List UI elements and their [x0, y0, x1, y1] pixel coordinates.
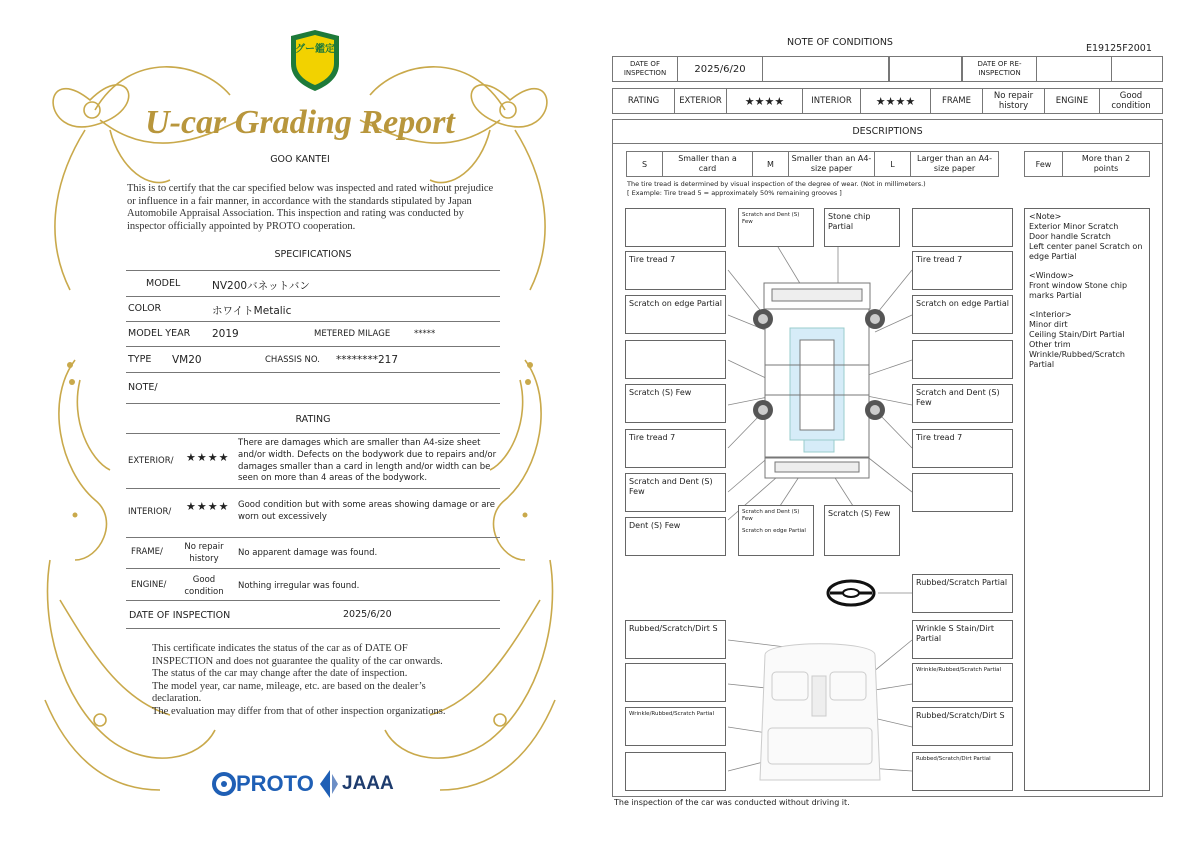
divider: [126, 433, 500, 434]
footer-line: This certificate indicates the status of the car as of DATE OF: [152, 643, 408, 654]
report-subtitle: GOO KANTEI: [270, 154, 330, 165]
logo-text: グー鑑定: [295, 44, 335, 55]
interior-stars: ★★★★: [861, 89, 931, 113]
exterior-box-rear-right: Scratch (S) Few: [824, 505, 900, 556]
note-line: Door handle Scratch: [1029, 232, 1111, 241]
engine-label: ENGINE: [1045, 89, 1100, 113]
divider: [126, 296, 500, 297]
interior-box-left-3: Wrinkle/Rubbed/Scratch Partial: [625, 707, 726, 746]
divider: [126, 321, 500, 322]
certificate-footer: [152, 643, 482, 719]
legend-few-text: More than 2 points: [1081, 154, 1131, 173]
exterior-stars: ★★★★: [727, 89, 803, 113]
exterior-box-top-left: [625, 208, 726, 247]
divider: [126, 403, 500, 404]
descriptions-heading: DESCRIPTIONS: [852, 126, 923, 137]
exterior-box-right-4: [912, 340, 1013, 379]
exterior-box-left-3: Scratch on edge Partial: [625, 295, 726, 334]
interior-stars: ★★★★: [186, 500, 230, 513]
exterior-label: EXTERIOR/: [128, 456, 174, 466]
note-line: [1029, 301, 1145, 310]
exterior-box-right-2: Tire tread 7: [912, 251, 1013, 290]
date-of-inspection-label: DATE OF INSPECTION: [129, 610, 231, 621]
metered-milage-label: METERED MILAGE: [314, 329, 391, 339]
proto-logo: [212, 770, 322, 798]
notes-panel: [1024, 208, 1150, 791]
color-label: COLOR: [128, 303, 162, 314]
note-line: Minor dirt: [1029, 320, 1068, 329]
exterior-box-right-5: Scratch and Dent (S) Few: [912, 384, 1013, 423]
frame-label: FRAME/: [131, 547, 163, 557]
legend-few: Few: [1025, 152, 1063, 176]
legend-m-text: Smaller than an A4-size paper: [789, 152, 875, 176]
rear-left-line-1: Scratch and Dent (S) Few: [742, 509, 800, 522]
exterior-box-right-6: Tire tread 7: [912, 429, 1013, 468]
conditions-title: NOTE OF CONDITIONS: [787, 37, 893, 48]
divider: [126, 537, 500, 538]
goo-kantei-logo: [287, 30, 343, 92]
interior-box-left-1: Rubbed/Scratch/Dirt S: [625, 620, 726, 659]
engine-value: Good condition: [1111, 91, 1151, 111]
note-line: Other trim: [1029, 340, 1071, 349]
date-of-inspection-value: 2025/6/20: [343, 609, 392, 620]
interior-label: INTERIOR: [803, 89, 861, 113]
divider: [126, 568, 500, 569]
exterior-box-front-left: Scratch and Dent (S) Few: [738, 208, 814, 247]
legend-s-text: Smaller than a card: [663, 152, 753, 176]
tire-note-example: [ Example: Tire tread 5 = approximately 50% remaining grooves ]: [627, 189, 842, 197]
exterior-box-top-right: [912, 208, 1013, 247]
type-value: VM20: [172, 354, 202, 366]
interior-box-right-3: Wrinkle/Rubbed/Scratch Partial: [912, 663, 1013, 702]
steering-wheel-icon: [828, 581, 874, 605]
footer-line: declaration.: [152, 693, 202, 705]
model-label: MODEL: [146, 278, 181, 289]
jaaa-logo: [320, 770, 400, 798]
note-line: [1029, 262, 1145, 271]
conditions-footer: The inspection of the car was conducted without driving it.: [614, 798, 850, 807]
divider: [126, 346, 500, 347]
model-year-label: MODEL YEAR: [128, 328, 191, 339]
interior-box-right-4: Rubbed/Scratch/Dirt S: [912, 707, 1013, 746]
chassis-label: CHASSIS NO.: [265, 355, 320, 365]
footer-line: The evaluation may differ from that of other inspection organizations.: [152, 705, 446, 717]
note-line: Wrinkle/Rubbed/Scratch Partial: [1029, 350, 1125, 369]
interior-box-right-1: Rubbed/Scratch Partial: [912, 574, 1013, 613]
interior-label: INTERIOR/: [128, 507, 172, 517]
note-label: NOTE/: [128, 382, 158, 393]
rear-left-line-2: Scratch on edge Partial: [742, 528, 806, 534]
exterior-box-left-7: Scratch and Dent (S) Few: [625, 473, 726, 512]
model-year-value: 2019: [212, 328, 239, 340]
color-value: ホワイトMetalic: [212, 305, 292, 317]
divider: [126, 628, 500, 629]
divider: [126, 600, 500, 601]
interior-box-left-4: [625, 752, 726, 791]
divider: [126, 488, 500, 489]
interior-box-left-2: [625, 663, 726, 702]
interior-box-right-2: Wrinkle S Stain/Dirt Partial: [912, 620, 1013, 659]
document-id: E19125F2001: [1086, 43, 1152, 54]
exterior-box-left-4: [625, 340, 726, 379]
exterior-box-left-2: Tire tread 7: [625, 251, 726, 290]
interior-description: Good condition but with some areas showing damage or are worn out excessively: [238, 500, 495, 522]
model-value: NV200バネットバン: [212, 280, 310, 292]
specifications-heading: SPECIFICATIONS: [274, 249, 352, 260]
footer-line: The model year, car name, mileage, etc. are based on the dealer’s: [152, 680, 426, 692]
tire-note: The tire tread is determined by visual inspection of the degree of wear. (Not in millimeters.): [627, 180, 926, 188]
frame-value: No repair history: [184, 542, 224, 564]
exterior-box-left-6: Tire tread 7: [625, 429, 726, 468]
divider: [126, 372, 500, 373]
certificate-intro: This is to certify that the car specified below was inspected and rated without prejudice or influence in a fair manner, in accordance with the standards stipulated by Japan Automobile Appraisal Association. This inspection and rating was conducted by inspector officially appointed by PROTO cooperation.: [127, 183, 494, 232]
date-of-reinspection-label: DATE OF RE-INSPECTION: [962, 57, 1037, 81]
footer-line: The status of the car may change after the date of inspection.: [152, 668, 408, 680]
report-title: U-car Grading Report: [145, 104, 455, 141]
interior-box-right-5: Rubbed/Scratch/Dirt Partial: [912, 752, 1013, 791]
rating-heading: RATING: [295, 414, 331, 425]
legend-l-text: Larger than an A4-size paper: [916, 154, 993, 173]
exterior-box-rear-left: [738, 505, 814, 556]
rating-label: RATING: [613, 89, 675, 113]
exterior-box-left-8: Dent (S) Few: [625, 517, 726, 556]
exterior-box-right-7: [912, 473, 1013, 512]
proto-logo-text: PROTO: [236, 771, 314, 796]
frame-description: No apparent damage was found.: [238, 548, 378, 558]
type-label: TYPE: [128, 354, 152, 365]
note-of-conditions: [600, 0, 1200, 848]
frame-value: No repair history: [983, 89, 1045, 113]
footer-line: INSPECTION and does not guarantee the quality of the car onwards.: [152, 655, 443, 667]
note-line: <Note>: [1029, 212, 1062, 221]
note-line: <Interior>: [1029, 310, 1072, 319]
note-line: Ceiling Stain/Dirt Partial: [1029, 330, 1125, 339]
engine-description: Nothing irregular was found.: [238, 581, 360, 591]
exterior-box-front-right: Stone chip Partial: [824, 208, 900, 247]
divider: [126, 270, 500, 271]
note-line: Left center panel Scratch on edge Partial: [1029, 242, 1143, 261]
note-line: <Window>: [1029, 271, 1074, 280]
exterior-stars: ★★★★: [186, 451, 230, 464]
exterior-description: There are damages which are smaller than A4-size sheet and/or width. Defects on the bodywork due to repairs and/or damages smaller than a card in length and/or width can be seen on more than 4 areas of the bodywork.: [238, 438, 497, 484]
engine-label: ENGINE/: [131, 580, 167, 590]
note-line: Front window Stone chip marks Partial: [1029, 281, 1128, 300]
metered-milage-value: *****: [414, 329, 436, 339]
legend-l: L: [875, 152, 911, 176]
exterior-box-right-3: Scratch on edge Partial: [912, 295, 1013, 334]
legend-s: S: [627, 152, 663, 176]
date-of-inspection-label: DATE OF INSPECTION: [613, 57, 678, 81]
engine-value: Good condition: [184, 575, 224, 597]
note-line: Exterior Minor Scratch: [1029, 222, 1119, 231]
exterior-label: EXTERIOR: [675, 89, 727, 113]
jaaa-logo-text: JAAA: [342, 773, 394, 794]
chassis-value: ********217: [336, 354, 399, 366]
date-of-inspection-value: 2025/6/20: [678, 57, 763, 81]
frame-label: FRAME: [931, 89, 983, 113]
legend-m: M: [753, 152, 789, 176]
exterior-box-left-5: Scratch (S) Few: [625, 384, 726, 423]
